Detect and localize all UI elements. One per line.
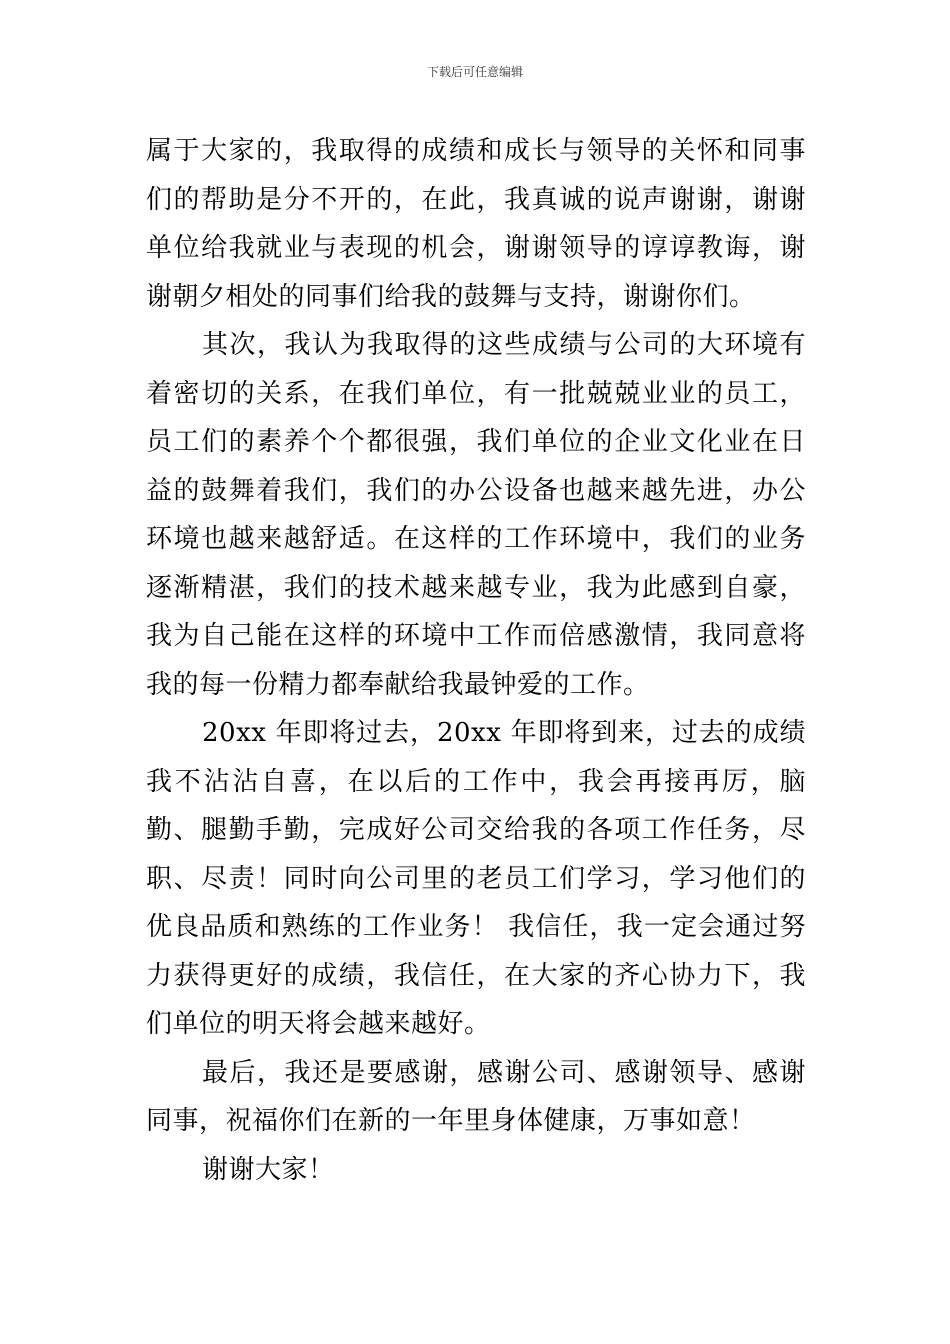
paragraph-company-environment: 其次，我认为我取得的这些成绩与公司的大环境有着密切的关系，在我们单位，有一批兢兢业业的员工，员工们的素养个个都很强，我们单位的企业文化业在日益的鼓舞着我们，我们的办公设备也越来越先进，办公环境也越来越舒适。在这样的工作环境中，我们的业务逐渐精湛，我们的技术越来越专业，我为此感到自豪，我为自己能在这样的环境中工作而倍感激情，我同意将我的每一份精力都奉献给我最钟爱的工作。: [146, 330, 806, 700]
paragraph-thanks-colleagues: 属于大家的，我取得的成绩和成长与领导的关怀和同事们的帮助是分不开的，在此，我真诚的说声谢谢，谢谢单位给我就业与表现的机会，谢谢领导的谆谆教诲，谢谢朝夕相处的同事们给我的鼓舞与支持，谢谢你们。: [146, 136, 806, 312]
paragraph-year-outlook: 20xx 年即将过去，20xx 年即将到来，过去的成绩我不沾沾自喜，在以后的工作中，我会再接再厉，脑勤、腿勤手勤，完成好公司交给我的各项工作任务，尽职、尽责！同时向公司里的老员工们学习，学习他们的优良品质和熟练的工作业务！ 我信任，我一定会通过努力获得更好的成绩，我信任，在大家的齐心协力下，我们单位的明天将会越来越好。: [146, 718, 806, 1039]
paragraph-final-thanks: 最后，我还是要感谢，感谢公司、感谢领导、感谢同事，祝福你们在新的一年里身体健康，万事如意！: [146, 1057, 806, 1136]
page-header: 下载后可任意编辑: [426, 65, 523, 79]
document-body: [146, 127, 806, 1194]
paragraph-closing: 谢谢大家！: [202, 1154, 335, 1185]
